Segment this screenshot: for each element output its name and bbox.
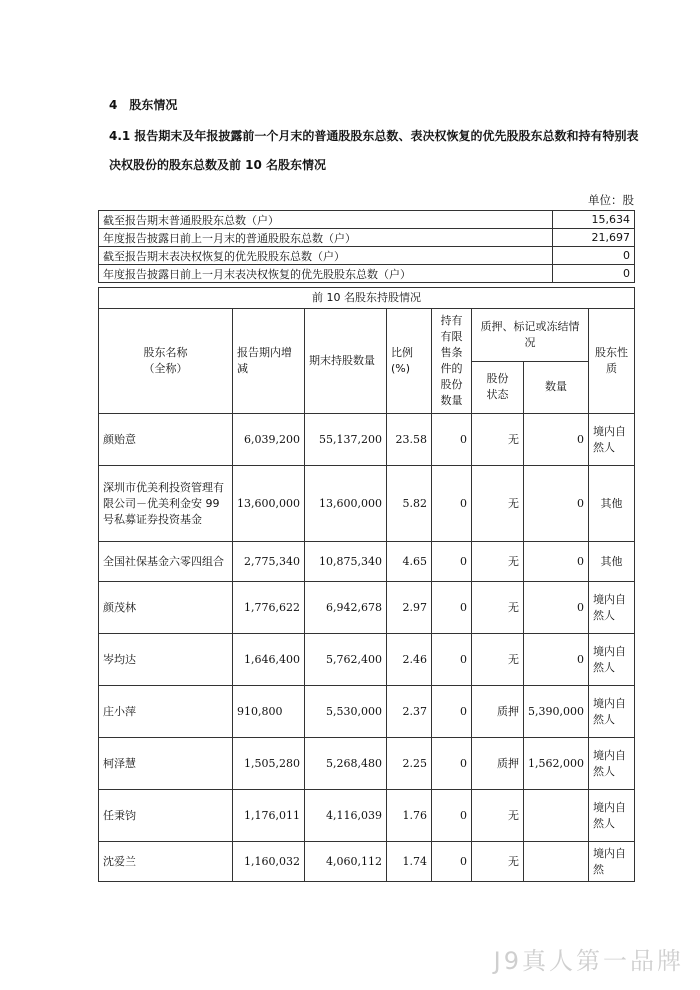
cell-nature: 境内自然人 <box>589 790 635 842</box>
header-pledge-qty: 数量 <box>524 361 589 414</box>
cell-status: 无 <box>472 414 524 466</box>
cell-change: 1,776,622 <box>233 582 305 634</box>
table-row <box>99 686 635 738</box>
cell-restricted: 0 <box>432 686 472 738</box>
cell-name: 沈爱兰 <box>99 842 233 882</box>
cell-ratio: 1.74 <box>387 842 432 882</box>
summary-row <box>99 229 635 247</box>
cell-change: 6,039,200 <box>233 414 305 466</box>
table-row <box>99 466 635 542</box>
cell-restricted: 0 <box>432 466 472 542</box>
cell-ratio: 4.65 <box>387 542 432 582</box>
shareholder-summary-table <box>98 210 635 283</box>
cell-held: 5,268,480 <box>305 738 387 790</box>
cell-held: 5,530,000 <box>305 686 387 738</box>
cell-ratio: 2.37 <box>387 686 432 738</box>
header-pledge: 质押、标记或冻结情况 <box>472 309 589 362</box>
cell-nature: 境内自然人 <box>589 686 635 738</box>
header-change: 报告期内增减 <box>233 309 305 414</box>
watermark-text: J9真人第一品牌 <box>493 947 684 975</box>
cell-change: 1,176,011 <box>233 790 305 842</box>
header-name: 股东名称 （全称） <box>99 309 233 414</box>
cell-name: 任秉钧 <box>99 790 233 842</box>
cell-held: 6,942,678 <box>305 582 387 634</box>
cell-qty: 0 <box>524 414 589 466</box>
cell-name: 颜茂林 <box>99 582 233 634</box>
summary-value: 21,697 <box>553 229 635 247</box>
cell-ratio: 5.82 <box>387 466 432 542</box>
cell-status: 无 <box>472 790 524 842</box>
cell-ratio: 2.97 <box>387 582 432 634</box>
table-row <box>99 738 635 790</box>
table-row <box>99 634 635 686</box>
cell-restricted: 0 <box>432 738 472 790</box>
cell-change: 1,160,032 <box>233 842 305 882</box>
cell-ratio: 2.25 <box>387 738 432 790</box>
table-row <box>99 542 635 582</box>
top10-title: 前 10 名股东持股情况 <box>99 288 635 309</box>
table-row <box>99 842 635 882</box>
cell-ratio: 2.46 <box>387 634 432 686</box>
cell-nature: 境内自然 <box>589 842 635 882</box>
cell-qty: 1,562,000 <box>524 738 589 790</box>
summary-value: 0 <box>553 265 635 283</box>
header-restricted: 持有有限售条件的股份数量 <box>432 309 472 414</box>
cell-held: 55,137,200 <box>305 414 387 466</box>
header-ratio: 比例 (%) <box>387 309 432 414</box>
summary-label: 截至报告期末表决权恢复的优先股股东总数（户） <box>99 247 553 265</box>
cell-status: 无 <box>472 842 524 882</box>
table-row <box>99 790 635 842</box>
cell-held: 5,762,400 <box>305 634 387 686</box>
cell-nature: 境内自然人 <box>589 634 635 686</box>
summary-value: 15,634 <box>553 211 635 229</box>
cell-status: 无 <box>472 582 524 634</box>
table-row <box>99 414 635 466</box>
cell-restricted: 0 <box>432 414 472 466</box>
cell-status: 质押 <box>472 686 524 738</box>
table-header-row <box>99 309 635 362</box>
section-title: 4 股东情况 <box>109 98 178 112</box>
unit-label: 单位：股 <box>588 193 634 207</box>
cell-held: 4,116,039 <box>305 790 387 842</box>
summary-row <box>99 247 635 265</box>
cell-ratio: 1.76 <box>387 790 432 842</box>
cell-name: 柯泽慧 <box>99 738 233 790</box>
cell-qty <box>524 790 589 842</box>
cell-qty: 0 <box>524 466 589 542</box>
cell-restricted: 0 <box>432 842 472 882</box>
summary-label: 截至报告期末普通股股东总数（户） <box>99 211 553 229</box>
cell-qty <box>524 842 589 882</box>
cell-nature: 其他 <box>589 466 635 542</box>
header-held: 期末持股数量 <box>305 309 387 414</box>
cell-change: 13,600,000 <box>233 466 305 542</box>
cell-qty: 5,390,000 <box>524 686 589 738</box>
cell-change: 910,800 <box>233 686 305 738</box>
cell-change: 1,505,280 <box>233 738 305 790</box>
cell-qty: 0 <box>524 542 589 582</box>
cell-nature: 其他 <box>589 542 635 582</box>
cell-held: 13,600,000 <box>305 466 387 542</box>
cell-qty: 0 <box>524 582 589 634</box>
cell-held: 4,060,112 <box>305 842 387 882</box>
header-pledge-status: 股份 状态 <box>472 361 524 414</box>
summary-label: 年度报告披露日前上一月末表决权恢复的优先股股东总数（户） <box>99 265 553 283</box>
cell-change: 1,646,400 <box>233 634 305 686</box>
cell-name: 颜贻意 <box>99 414 233 466</box>
cell-restricted: 0 <box>432 542 472 582</box>
cell-status: 无 <box>472 542 524 582</box>
header-nature: 股东性质 <box>589 309 635 414</box>
cell-restricted: 0 <box>432 634 472 686</box>
cell-status: 质押 <box>472 738 524 790</box>
summary-row <box>99 265 635 283</box>
top10-shareholders-table <box>98 287 635 882</box>
cell-name: 庄小萍 <box>99 686 233 738</box>
cell-nature: 境内自然人 <box>589 738 635 790</box>
cell-status: 无 <box>472 634 524 686</box>
summary-value: 0 <box>553 247 635 265</box>
summary-label: 年度报告披露日前上一月末的普通股股东总数（户） <box>99 229 553 247</box>
cell-nature: 境内自然人 <box>589 582 635 634</box>
cell-name: 全国社保基金六零四组合 <box>99 542 233 582</box>
subsection-title: 4.1 报告期末及年报披露前一个月末的普通股股东总数、表决权恢复的优先股股东总数和持有特别表决权股份的股东总数及前 10 名股东情况 <box>109 129 639 172</box>
cell-restricted: 0 <box>432 582 472 634</box>
cell-status: 无 <box>472 466 524 542</box>
table-row <box>99 582 635 634</box>
cell-restricted: 0 <box>432 790 472 842</box>
cell-nature: 境内自然人 <box>589 414 635 466</box>
cell-held: 10,875,340 <box>305 542 387 582</box>
cell-name: 岑均达 <box>99 634 233 686</box>
cell-change: 2,775,340 <box>233 542 305 582</box>
cell-name: 深圳市优美利投资管理有限公司－优美利金安 99 号私募证券投资基金 <box>99 466 233 542</box>
summary-row <box>99 211 635 229</box>
cell-ratio: 23.58 <box>387 414 432 466</box>
cell-qty: 0 <box>524 634 589 686</box>
